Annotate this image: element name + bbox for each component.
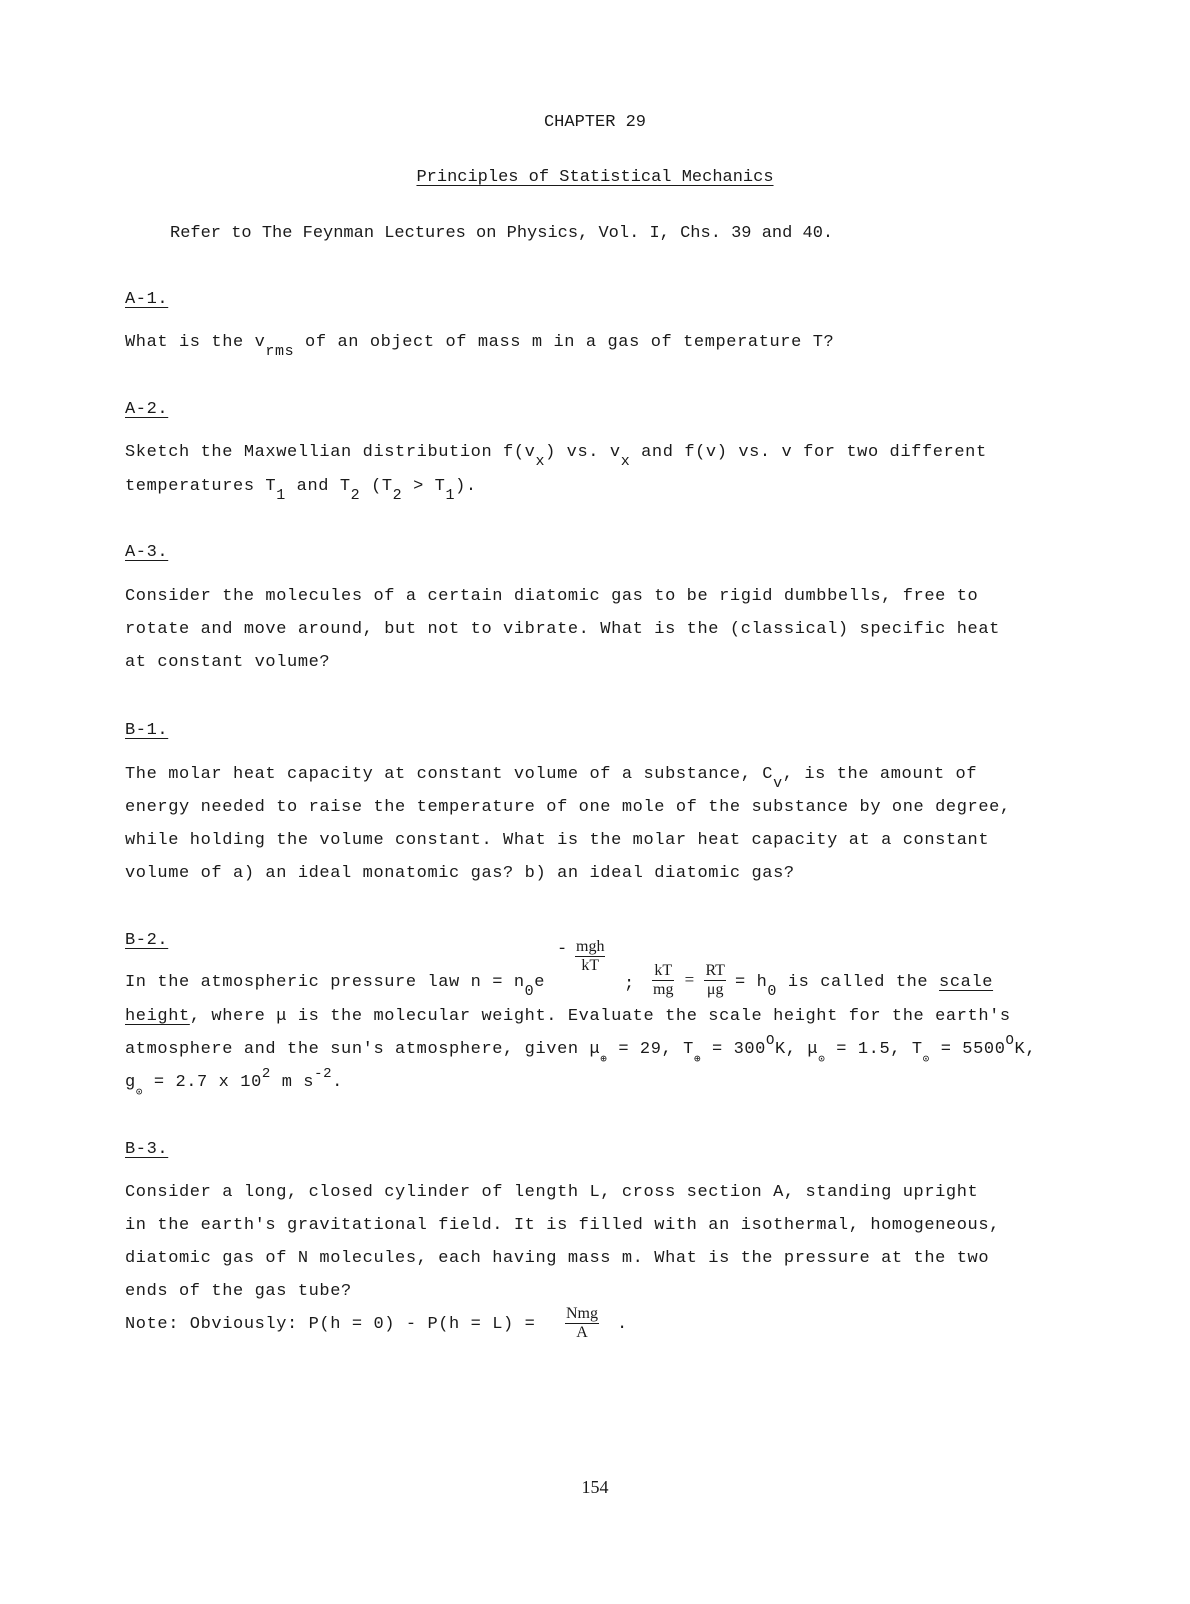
- text-run: atmosphere and the sun's atmosphere, given μ: [125, 1040, 601, 1059]
- fraction-numerator: mgh: [576, 938, 605, 955]
- problem-b3-line1: Consider a long, closed cylinder of length L, cross section A, standing upright: [125, 1183, 979, 1202]
- text-run: , is the amount of: [782, 765, 978, 784]
- superscript: O: [1005, 1033, 1015, 1049]
- text-run: > T: [402, 477, 446, 496]
- sun-symbol-icon: ⊙: [135, 1087, 144, 1099]
- text-run: ) vs. v: [545, 443, 621, 462]
- subscript: 1: [276, 487, 286, 504]
- fraction-numerator: RT: [705, 962, 725, 979]
- sun-symbol-icon: ⊙: [922, 1054, 930, 1066]
- problem-a2-line1: [125, 443, 987, 470]
- text-run: temperatures T: [125, 477, 277, 496]
- problem-b2-line1-tail: [735, 973, 994, 1000]
- superscript: -2: [314, 1066, 333, 1082]
- problem-b2-line2: [125, 1007, 1011, 1026]
- text-run: .: [332, 1073, 343, 1092]
- page-number: 154: [581, 1477, 609, 1497]
- text-run: of an object of mass m in a gas of temperature T?: [294, 333, 835, 352]
- text-run: and f(v) vs. v for two different: [630, 443, 987, 462]
- text-run: = 1.5, T: [825, 1040, 923, 1059]
- text-run: g: [125, 1073, 136, 1092]
- subscript: 2: [392, 487, 403, 504]
- text-run: and T: [285, 477, 351, 496]
- chapter-heading: CHAPTER 29: [543, 113, 647, 132]
- fraction-denominator: mg: [653, 981, 674, 998]
- equals-sign: =: [684, 969, 695, 989]
- reference-line: Refer to The Feynman Lectures on Physics, Vol. I, Chs. 39 and 40.: [170, 224, 834, 243]
- text-run: What is the v: [125, 333, 266, 352]
- fraction: [575, 938, 605, 975]
- problem-b3-line4: ends of the gas tube?: [125, 1282, 352, 1301]
- sun-symbol-icon: ⊙: [818, 1054, 826, 1066]
- earth-symbol-icon: ⊕: [693, 1054, 702, 1066]
- exponent-minus: -: [557, 940, 568, 959]
- text-run: (T: [360, 477, 393, 496]
- problem-label-a2: A-2.: [125, 400, 169, 419]
- problem-b3-note: Note: Obviously: P(h = 0) - P(h = L) =: [125, 1315, 536, 1334]
- problem-label-b1: B-1.: [125, 721, 169, 740]
- fraction: [565, 1305, 599, 1342]
- text-run: m s: [270, 1073, 315, 1092]
- fraction: [704, 962, 725, 999]
- earth-symbol-icon: ⊕: [600, 1054, 608, 1066]
- text-run: = 300: [701, 1040, 766, 1059]
- text-run: K, μ: [775, 1040, 819, 1059]
- fraction-numerator: Nmg: [566, 1305, 598, 1322]
- subscript: x: [620, 453, 631, 470]
- exponent-fraction: [575, 938, 605, 975]
- text-run: is called the: [777, 973, 940, 992]
- text-run: Sketch the Maxwellian distribution f(v: [125, 443, 536, 462]
- problem-b3-line2: in the earth's gravitational field. It is filled with an isothermal, homogeneous,: [125, 1216, 1000, 1235]
- subscript: 1: [445, 487, 456, 504]
- problem-label-a3: A-3.: [125, 543, 169, 562]
- subscript: rms: [265, 343, 295, 360]
- problem-b3-line3: diatomic gas of N molecules, each having mass m. What is the pressure at the two: [125, 1249, 990, 1268]
- text-run: K,: [1014, 1040, 1037, 1059]
- chapter-title: [0, 168, 1190, 187]
- problem-label-a1: A-1.: [125, 290, 169, 309]
- problem-label-b2: B-2.: [125, 931, 169, 950]
- fraction: [652, 962, 674, 999]
- fraction-numerator: kT: [652, 962, 674, 981]
- text-run: = h: [735, 973, 768, 992]
- fraction-denominator: μg: [706, 981, 724, 998]
- text-run: = 5500: [929, 1040, 1006, 1059]
- problem-b1-line3: while holding the volume constant. What is the molar heat capacity at a constant: [125, 831, 990, 850]
- problem-a3-line2: rotate and move around, but not to vibrate. What is the (classical) specific heat: [125, 620, 1000, 639]
- problem-b1-line1: [125, 765, 978, 792]
- problem-b1-line4: volume of a) an ideal monatomic gas? b) an ideal diatomic gas?: [125, 864, 795, 883]
- problem-b1-line2: energy needed to raise the temperature of one mole of the substance by one degree,: [125, 798, 1011, 817]
- subscript: 2: [350, 487, 361, 504]
- fraction-denominator: kT: [581, 957, 600, 974]
- superscript: 2: [261, 1066, 271, 1082]
- text-run: ).: [455, 477, 477, 496]
- text-run: The molar heat capacity at constant volume of a substance, C: [125, 765, 774, 784]
- note-fraction: [565, 1305, 599, 1342]
- subscript: v: [773, 775, 783, 792]
- problem-a3-line1: Consider the molecules of a certain diatomic gas to be rigid dumbbells, free to: [125, 587, 979, 606]
- note-period: .: [617, 1315, 628, 1334]
- problem-a3-line3: at constant volume?: [125, 653, 331, 672]
- problem-a1-text: [125, 333, 835, 360]
- subscript: x: [535, 453, 546, 470]
- problem-a2-line2: [125, 477, 477, 504]
- text-run: = 29, T: [607, 1040, 694, 1059]
- problem-b2-line3: [125, 1033, 1037, 1066]
- text-run: = 2.7 x 10: [143, 1073, 262, 1092]
- underlined-term: scale: [939, 973, 994, 992]
- superscript: O: [765, 1033, 775, 1049]
- text-run: , where μ is the molecular weight. Evaluate the scale height for the earth's: [189, 1007, 1011, 1026]
- problem-label-b3: B-3.: [125, 1140, 169, 1159]
- text-run: In the atmospheric pressure law n = n: [125, 973, 525, 992]
- scale-height-fractions: [652, 962, 726, 999]
- problem-b2-line1: [125, 973, 546, 1000]
- subscript: 0: [767, 983, 778, 1000]
- fraction-denominator: A: [576, 1324, 588, 1341]
- semicolon: ;: [624, 975, 635, 994]
- problem-b2-line4: [125, 1066, 343, 1099]
- text-run: e: [534, 973, 546, 992]
- underlined-term: height: [125, 1007, 190, 1026]
- chapter-title-text: Principles of Statistical Mechanics: [416, 168, 774, 187]
- subscript: 0: [524, 983, 535, 1000]
